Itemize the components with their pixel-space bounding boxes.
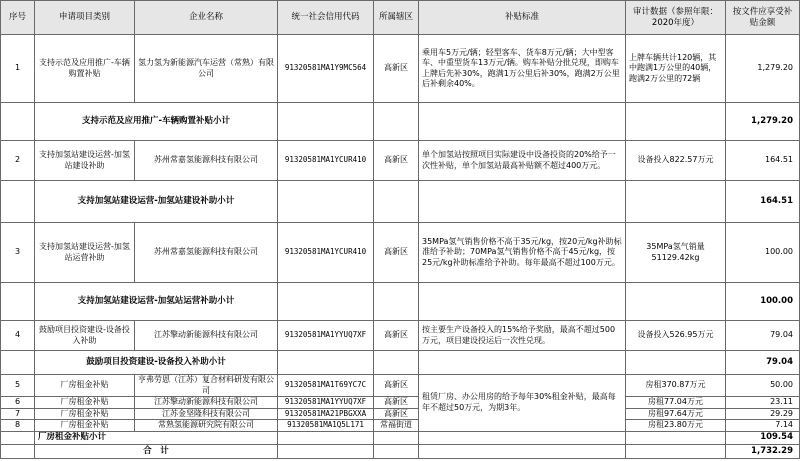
row-category: 鼓励项目投资建设-设备投入补助: [35, 321, 135, 351]
row-credit-code: 91320581MA1YCUR410: [278, 223, 374, 283]
subtotal-row: [1, 103, 800, 141]
row-category: 厂房租金补贴: [35, 408, 135, 420]
subtotal-label: 厂房租金补贴小计: [35, 431, 278, 444]
row-audit: 房租23.80万元: [626, 420, 726, 432]
header-row: [1, 1, 800, 35]
table-row: [1, 408, 800, 420]
row-credit-code: 91320581MA1T69YC7C: [278, 375, 374, 397]
subtotal-amount: 79.04: [726, 351, 800, 375]
row-standard: 35MPa氢气销售价格不高于35元/kg，按20元/kg补助标准给予补助；70MPa氢气销售价格不高于45元/kg，按25元/kg补助标准给予补助。每年最高不超过100万元。: [419, 223, 626, 283]
subtotal-label: 支持示范及应用推广-车辆购置补贴小计: [35, 103, 278, 141]
row-seq: 7: [1, 408, 35, 420]
table-row: [1, 420, 800, 432]
row-company: 氢力氢为新能源汽车运营（常熟）有限公司: [135, 35, 278, 103]
row-category: 支持示范及应用推广-车辆购置补贴: [35, 35, 135, 103]
subtotal-amount: 164.51: [726, 181, 800, 223]
row-category: 厂房租金补贴: [35, 375, 135, 397]
row-district: 高新区: [374, 35, 419, 103]
table-row: [1, 223, 800, 283]
row-category: 支持加氢站建设运营-加氢站运营补助: [35, 223, 135, 283]
row-company: 苏州常嘉氢能源科技有限公司: [135, 141, 278, 181]
subtotal-row: [1, 181, 800, 223]
header-credit-code: 统一社会信用代码: [278, 1, 374, 35]
row-seq: 4: [1, 321, 35, 351]
row-standard: 乘用车5万元/辆；轻型客车、货车8万元/辆；大中型客车、中重型货车13万元/辆。购车补贴分批兑现，即购车上牌后先补30%，跑满1万公里后补30%，跑满2万公里后补剩余40%。: [419, 35, 626, 103]
row-company: 常熟氢能源研究院有限公司: [135, 420, 278, 432]
row-amount: 164.51: [726, 141, 800, 181]
row-credit-code: 91320581MA1YYUQ7XF: [278, 321, 374, 351]
row-seq: 5: [1, 375, 35, 397]
subtotal-label: 鼓励项目投资建设-设备投入补助小计: [35, 351, 278, 375]
row-district: 高新区: [374, 375, 419, 397]
row-credit-code: 91320581MA21PBGXXA: [278, 408, 374, 420]
row-audit: 房租97.64万元: [626, 408, 726, 420]
row-amount: 1,279.20: [726, 35, 800, 103]
row-seq: 6: [1, 397, 35, 409]
total-amount: 1,732.29: [726, 444, 800, 458]
row-amount: 100.00: [726, 223, 800, 283]
header-seq: 序号: [1, 1, 35, 35]
row-district: 高新区: [374, 141, 419, 181]
row-seq: 3: [1, 223, 35, 283]
row-audit: 设备投入526.95万元: [626, 321, 726, 351]
table-row: [1, 397, 800, 409]
row-seq: 8: [1, 420, 35, 432]
total-label: 合 计: [35, 444, 278, 458]
row-company: 亨弗劳恩（江苏）复合材料研发有限公司: [135, 375, 278, 397]
subtotal-amount: 1,279.20: [726, 103, 800, 141]
header-company: 企业名称: [135, 1, 278, 35]
table-row: [1, 375, 800, 397]
row-credit-code: 91320581MA1Q5L171: [278, 420, 374, 432]
row-company: 江苏擎动新能源科技有限公司: [135, 397, 278, 409]
row-audit: 设备投入822.57万元: [626, 141, 726, 181]
row-seq: 1: [1, 35, 35, 103]
row-standard: 按主要生产设备投入的15%给予奖励，最高不超过500万元，项目建设投运后一次性兑现。: [419, 321, 626, 351]
row-amount: 29.29: [726, 408, 800, 420]
subtotal-label: 支持加氢站建设运营-加氢站建设补助小计: [35, 181, 278, 223]
row-amount: 50.00: [726, 375, 800, 397]
header-standard: 补贴标准: [419, 1, 626, 35]
row-company: 江苏擎动新能源科技有限公司: [135, 321, 278, 351]
rent-standard: 租赁厂房、办公用房的给予每年30%租金补贴，最高每年不超过50万元，为期3年。: [419, 375, 626, 432]
row-amount: 23.11: [726, 397, 800, 409]
row-standard: 单个加氢站按照项目实际建设中设备投资的20%给予一次性补贴，单个加氢站最高补贴额不超过400万元。: [419, 141, 626, 181]
row-audit: 35MPa氢气销量51129.42kg: [626, 223, 726, 283]
row-credit-code: 91320581MA1YYUQ7XF: [278, 397, 374, 409]
subtotal-label: 支持加氢站建设运营-加氢站运营补助小计: [35, 283, 278, 321]
subtotal-row: [1, 283, 800, 321]
row-amount: 79.04: [726, 321, 800, 351]
subtotal-amount: 100.00: [726, 283, 800, 321]
row-credit-code: 91320581MA1Y9MC564: [278, 35, 374, 103]
subtotal-amount: 109.54: [726, 431, 800, 444]
row-district: 高新区: [374, 223, 419, 283]
row-seq: 2: [1, 141, 35, 181]
row-district: 高新区: [374, 397, 419, 409]
table-row: [1, 141, 800, 181]
subtotal-row: [1, 351, 800, 375]
header-audit: 审计数据（参照年限：2020年度）: [626, 1, 726, 35]
row-district: 常福街道: [374, 420, 419, 432]
table-row: [1, 321, 800, 351]
row-credit-code: 91320581MA1YCUR410: [278, 141, 374, 181]
table-row: [1, 35, 800, 103]
row-district: 高新区: [374, 408, 419, 420]
row-audit: 房租370.87万元: [626, 375, 726, 397]
row-district: 高新区: [374, 321, 419, 351]
row-category: 厂房租金补贴: [35, 420, 135, 432]
row-audit: 房租77.04万元: [626, 397, 726, 409]
row-category: 支持加氢站建设运营-加氢站建设补助: [35, 141, 135, 181]
subtotal-row: [1, 431, 800, 444]
header-amount: 按文件应享受补贴金额: [726, 1, 800, 35]
header-district: 所属辖区: [374, 1, 419, 35]
row-company: 江苏金坚隆科技有限公司: [135, 408, 278, 420]
row-category: 厂房租金补贴: [35, 397, 135, 409]
total-row: [1, 444, 800, 458]
row-amount: 7.14: [726, 420, 800, 432]
row-audit: 上牌车辆共计120辆，其中跑满1万公里的40辆，跑满2万公里的72辆: [626, 35, 726, 103]
row-company: 苏州常嘉氢能源科技有限公司: [135, 223, 278, 283]
header-category: 申请项目类别: [35, 1, 135, 35]
